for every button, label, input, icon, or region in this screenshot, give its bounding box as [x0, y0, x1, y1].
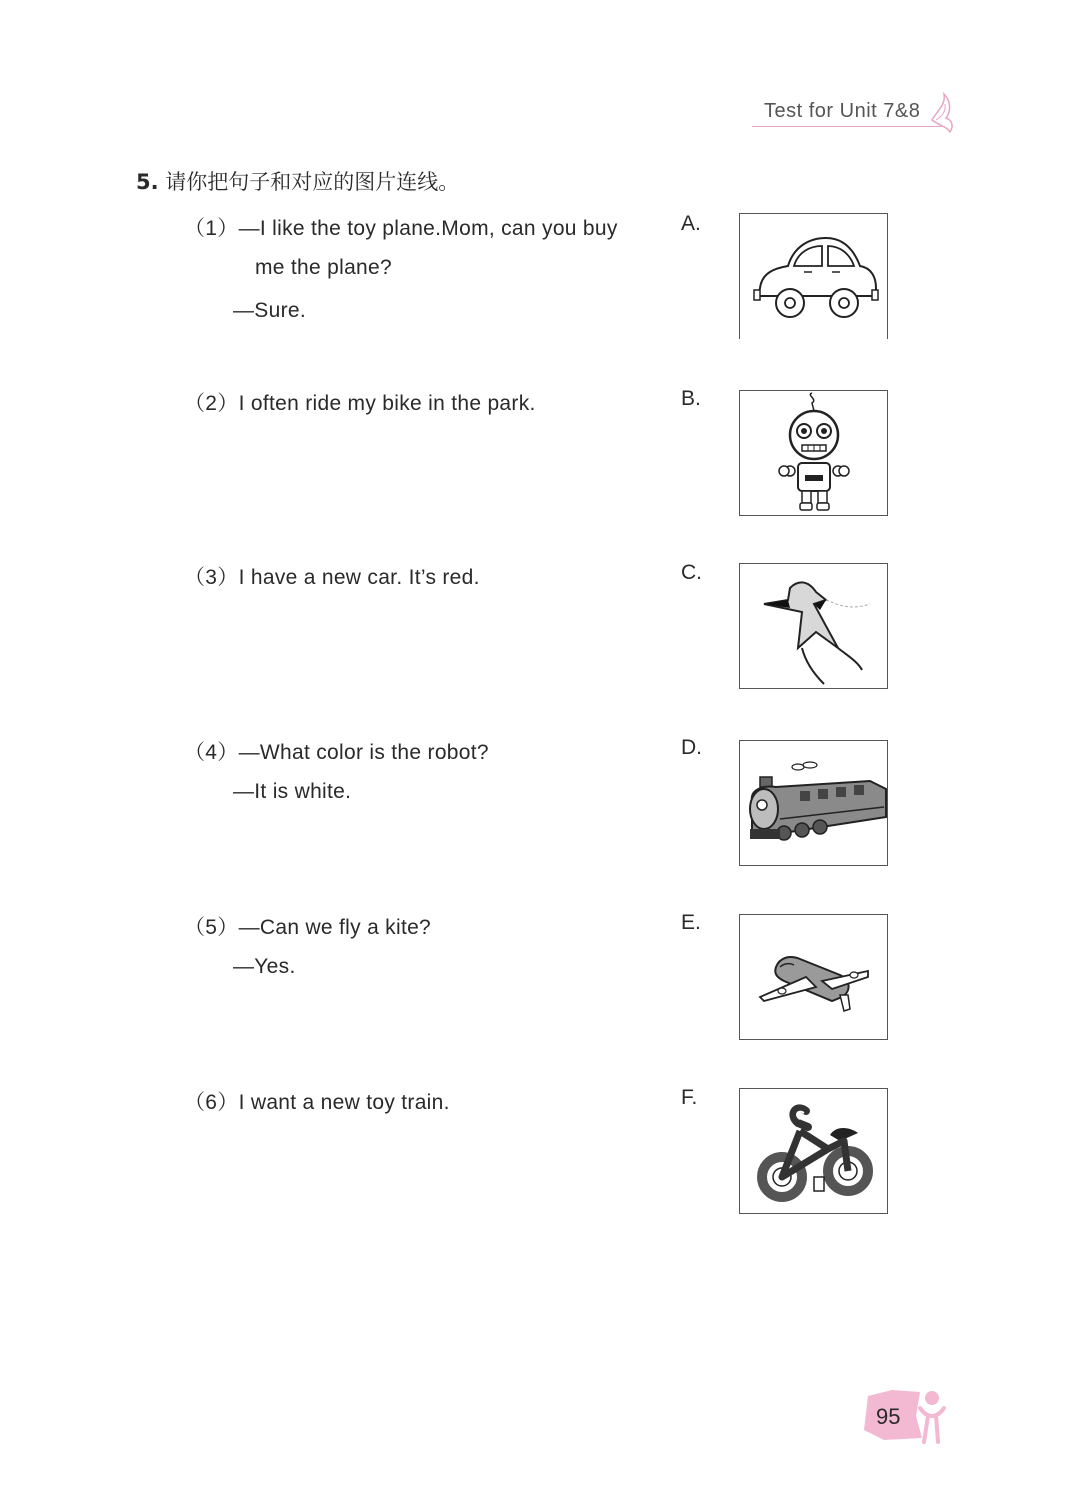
sentence-2-line-1: [184, 387, 536, 417]
robot-icon: [740, 391, 889, 517]
unit-title: Test for Unit 7&8: [764, 100, 921, 122]
option-letter-c: C.: [681, 561, 702, 584]
question-instruction: 请你把句子和对应的图片连线。: [165, 170, 460, 194]
sentence-1-line-1: [184, 212, 618, 242]
picture-box-e: [739, 914, 888, 1040]
sentence-text: —I like the toy plane.Mom, can you buy: [238, 217, 618, 240]
bike-icon: [740, 1089, 889, 1215]
sentence-text: I have a new car. It’s red.: [238, 566, 480, 589]
sentence-label: （6）: [184, 1091, 239, 1114]
option-letter-d: D.: [681, 736, 702, 759]
ribbon-icon: [928, 90, 956, 136]
header-underline: [752, 126, 942, 127]
question-title: [136, 166, 459, 196]
sentence-label: （5）: [184, 916, 239, 939]
sentence-label: （3）: [184, 566, 239, 589]
train-icon: [740, 741, 889, 867]
sentence-4-line-2: —It is white.: [233, 780, 352, 803]
question-number: 5.: [136, 170, 159, 194]
sentence-label: （4）: [184, 741, 239, 764]
option-letter-e: E.: [681, 911, 701, 934]
picture-box-f: [739, 1088, 888, 1214]
sentence-1-line-3: —Sure.: [233, 299, 306, 322]
plane-icon: [740, 915, 889, 1041]
picture-box-c: [739, 563, 888, 689]
page-number: 95: [876, 1404, 901, 1429]
option-letter-b: B.: [681, 387, 701, 410]
option-letter-f: F.: [681, 1086, 698, 1109]
sentence-label: （2）: [184, 392, 239, 415]
sentence-5-line-1: [184, 911, 431, 941]
sentence-6-line-1: [184, 1086, 450, 1116]
sentence-text: I want a new toy train.: [238, 1091, 450, 1114]
sentence-label: （1）: [184, 217, 239, 240]
option-letter-a: A.: [681, 212, 701, 235]
page-header: [752, 100, 948, 130]
car-icon: [740, 214, 889, 340]
sentence-text: —What color is the robot?: [238, 741, 489, 764]
picture-box-d: [739, 740, 888, 866]
sentence-5-line-2: —Yes.: [233, 955, 296, 978]
picture-box-b: [739, 390, 888, 516]
picture-box-a: [739, 213, 888, 339]
sentence-text: I often ride my bike in the park.: [238, 392, 536, 415]
sentence-text: —Can we fly a kite?: [238, 916, 432, 939]
sentence-3-line-1: [184, 561, 480, 591]
kite-icon: [740, 564, 889, 690]
sentence-4-line-1: [184, 736, 489, 766]
sentence-1-line-2: me the plane?: [255, 256, 392, 279]
